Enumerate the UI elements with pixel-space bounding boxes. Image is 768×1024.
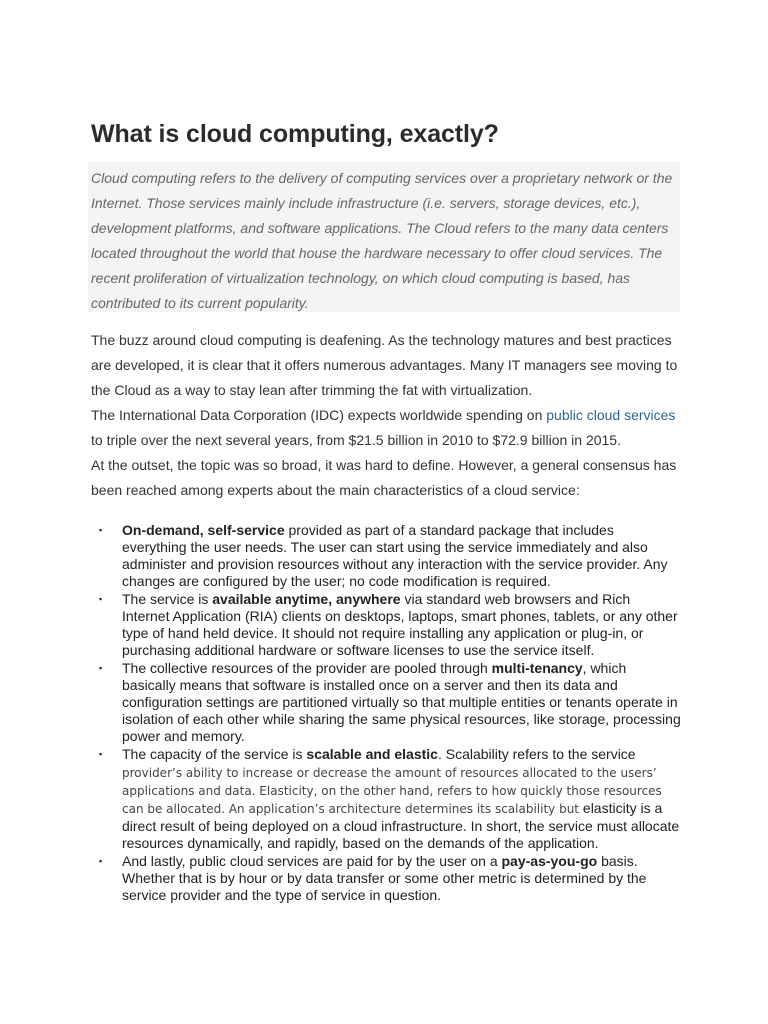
article-body (91, 328, 681, 503)
list-item-text: . Scalability refers to the service (437, 746, 636, 762)
list-item-text-alt-font: provider’s ability to increase or decrease the amount of resources allocated to the users’ applications and data. Elasticity, on the other hand, refers to how quickly those resources can be allocated. An application’s architecture determines its scalability but (122, 766, 662, 816)
characteristics-list (91, 522, 681, 905)
list-item-text: The collective resources of the provider are pooled through (122, 660, 492, 676)
list-item-text: The service is (122, 591, 213, 607)
intro-blockquote: Cloud computing refers to the delivery of computing services over a proprietary network or the Internet. Those services mainly include infrastructure (i.e. servers, storage devices, etc.), development platforms, and software applications. The Cloud refers to the many data centers located throughout the world that house the hardware necessary to offer cloud services. The recent proliferation of virtualization technology, on which cloud computing is based, has contributed to its current popularity. (88, 162, 680, 312)
paragraph-idc (91, 403, 681, 453)
list-item-text: The capacity of the service is (122, 746, 307, 762)
paragraph-idc-text: The International Data Corporation (IDC) expects worldwide spending on (91, 407, 547, 423)
list-item-pay-as-you-go (91, 853, 681, 904)
list-item-bold: On-demand, self-service (122, 522, 285, 538)
list-item-bold: available anytime, anywhere (212, 591, 401, 607)
paragraph-outset: At the outset, the topic was so broad, it was hard to define. However, a general consensus has been reached among experts about the main characteristics of a cloud service: (91, 457, 677, 498)
list-item-on-demand (91, 522, 681, 590)
list-item-bold: pay-as-you-go (501, 853, 598, 869)
list-item-text: elasticity is a direct result of being deployed on a cloud infrastructure. In short, the service must allocate resources dynamically, and rapidly, based on the demands of the application. (122, 800, 680, 851)
list-item-text: And lastly, public cloud services are paid for by the user on a (122, 853, 502, 869)
article-title: What is cloud computing, exactly? (91, 120, 499, 148)
list-item-available (91, 591, 681, 659)
paragraph-idc-text-end: to triple over the next several years, from $21.5 billion in 2010 to $72.9 billion in 2015. (91, 432, 621, 448)
bullet-icon: ▪ (99, 594, 103, 604)
list-item-text: via standard web browsers and Rich Internet Application (RIA) clients on desktops, laptops, smart phones, tablets, or any other type of hand held device. It should not require installing any application or plug-in, or purchasing additional hardware or software licenses to use the service itself. (122, 591, 678, 658)
list-item-text: basis. Whether that is by hour or by data transfer or some other metric is determined by the service provider and the type of service in question. (122, 853, 647, 903)
list-item-text: provided as part of a standard package that includes everything the user needs. The user can start using the service immediately and also administer and provision resources without any interaction with the service provider. Any changes are configured by the user; no code modification is required. (122, 522, 668, 589)
list-item-scalable (91, 746, 681, 852)
paragraph-buzz: The buzz around cloud computing is deafening. As the technology matures and best practices are developed, it is clear that it offers numerous advantages. Many IT managers see moving to the Cloud as a way to stay lean after trimming the fat with virtualization. (91, 332, 678, 398)
bullet-icon: ▪ (99, 525, 103, 535)
list-item-bold: multi-tenancy (491, 660, 583, 676)
bullet-icon: ▪ (99, 856, 103, 866)
bullet-icon: ▪ (99, 749, 103, 759)
public-cloud-services-link[interactable]: public cloud services (546, 407, 676, 423)
bullet-icon: ▪ (99, 663, 103, 673)
list-item-multi-tenancy (91, 660, 681, 745)
list-item-bold: scalable and elastic (306, 746, 438, 762)
list-item-text: , which basically means that software is installed once on a server and then its data and configuration settings are partitioned virtually so that multiple entities or tenants operate in isolation of each other while sharing the same physical resources, like storage, processing power and memory. (122, 660, 681, 744)
